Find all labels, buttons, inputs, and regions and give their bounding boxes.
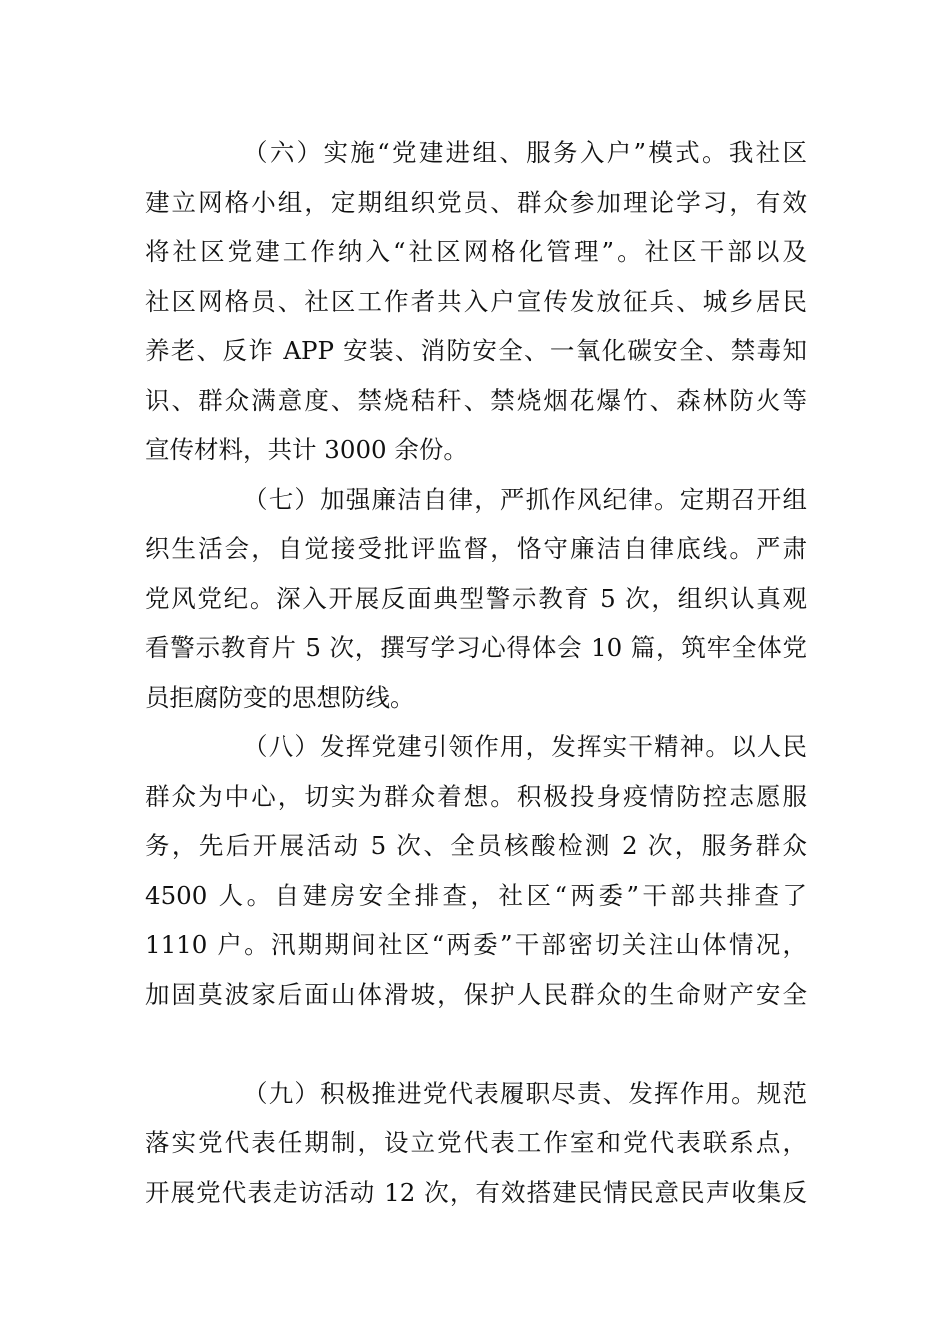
paragraph-spacer bbox=[145, 1019, 807, 1069]
text-line: （七）加强廉洁自律，严抓作风纪律。定期召开组 bbox=[243, 484, 807, 514]
text-line: 织生活会，自觉接受批评监督，恪守廉洁自律底线。严肃 bbox=[145, 534, 807, 563]
text-line: （六）实施“党建进组、服务入户”模式。我社区 bbox=[243, 138, 807, 167]
text-line: 务，先后开展活动 5 次、全员核酸检测 2 次，服务群众 bbox=[145, 831, 807, 860]
paragraph-7 bbox=[145, 475, 807, 723]
text-line: 社区网格员、社区工作者共入户宣传发放征兵、城乡居民 bbox=[145, 286, 807, 316]
text-line: 识、群众满意度、禁烧秸秆、禁烧烟花爆竹、森林防火等 bbox=[145, 385, 807, 415]
text-line: （九）积极推进党代表履职尽责、发挥作用。规范 bbox=[243, 1078, 807, 1108]
text-line: 养老、反诈 APP 安装、消防安全、一氧化碳安全、禁毒知 bbox=[145, 336, 807, 365]
text-line: 群众为中心，切实为群众着想。积极投身疫情防控志愿服 bbox=[145, 781, 807, 811]
text-line: 落实党代表任期制，设立党代表工作室和党代表联系点， bbox=[145, 1128, 807, 1157]
text-line: 看警示教育片 5 次，撰写学习心得体会 10 篇，筑牢全体党 bbox=[145, 633, 807, 662]
text-line: 4500 人。自建房安全排查，社区“两委”干部共排查了 bbox=[145, 880, 807, 910]
paragraph-8 bbox=[145, 722, 807, 1019]
document-body bbox=[145, 128, 807, 1217]
paragraph-9 bbox=[145, 1069, 807, 1218]
text-line: （八）发挥党建引领作用，发挥实干精神。以人民 bbox=[243, 732, 807, 761]
text-line: 开展党代表走访活动 12 次，有效搭建民情民意民声收集反 bbox=[145, 1177, 807, 1207]
text-line: 宣传材料，共计 3000 余份。 bbox=[145, 435, 468, 464]
text-line: 党风党纪。深入开展反面典型警示教育 5 次，组织认真观 bbox=[145, 583, 807, 613]
text-line: 员拒腐防变的思想防线。 bbox=[145, 682, 415, 712]
text-line: 1110 户。汛期期间社区“两委”干部密切关注山体情况， bbox=[145, 930, 807, 959]
text-line: 将社区党建工作纳入“社区网格化管理”。社区干部以及 bbox=[145, 237, 807, 266]
text-line: 建立网格小组，定期组织党员、群众参加理论学习，有效 bbox=[145, 187, 807, 217]
paragraph-6 bbox=[145, 128, 807, 475]
text-line: 加固莫波家后面山体滑坡，保护人民群众的生命财产安全 bbox=[145, 979, 807, 1009]
